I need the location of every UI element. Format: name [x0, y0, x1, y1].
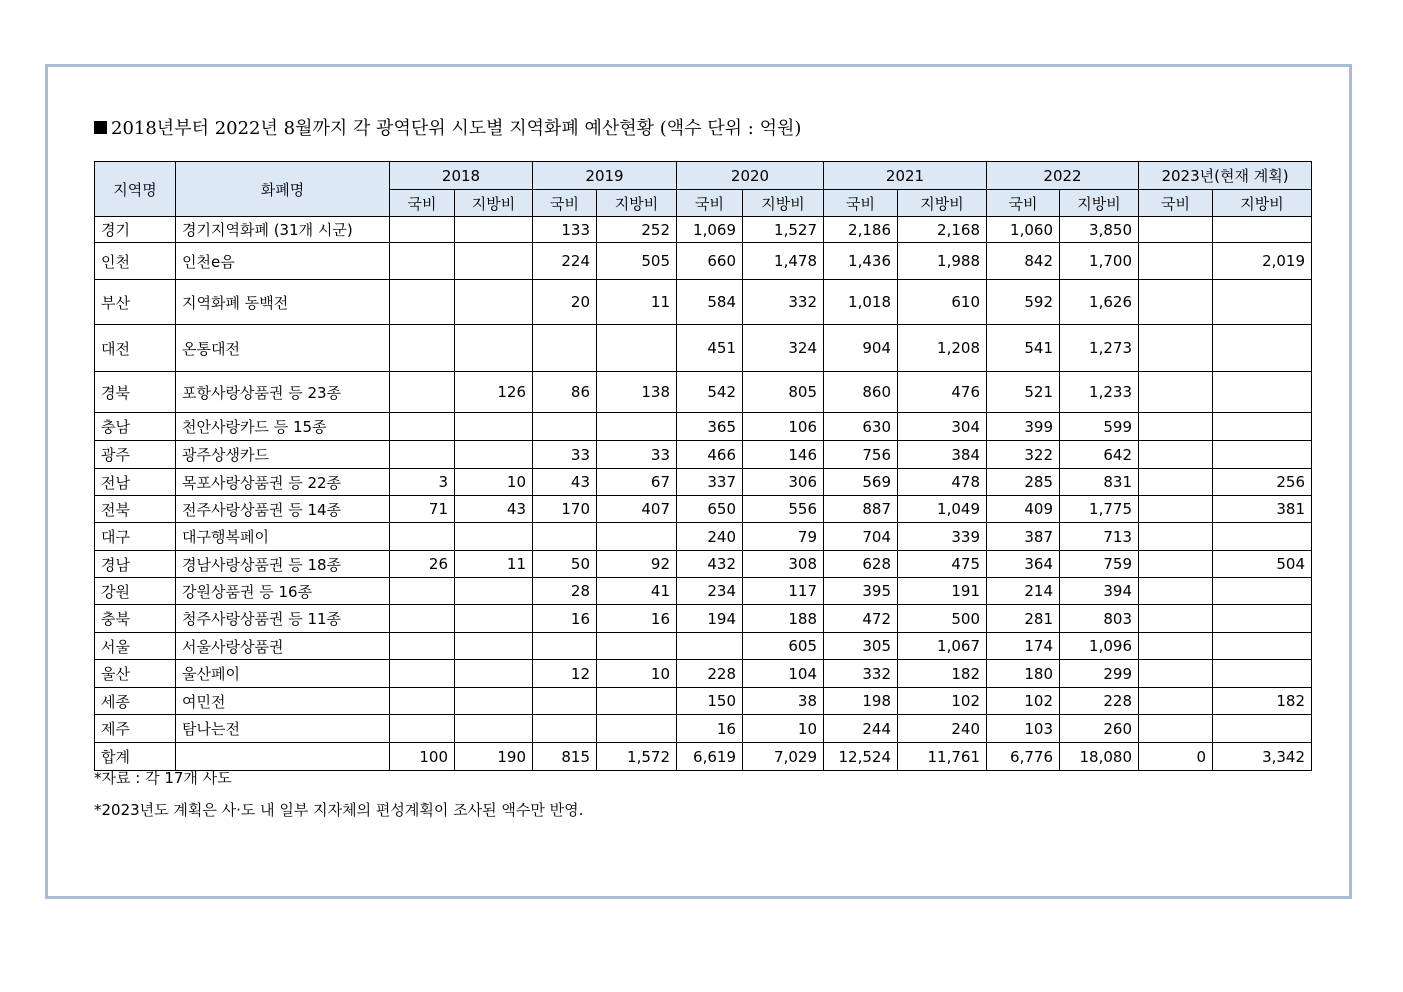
region-cell: 경기 — [95, 217, 176, 243]
value-cell: 11 — [597, 280, 677, 325]
value-cell — [390, 523, 455, 551]
value-cell — [597, 325, 677, 372]
value-cell: 33 — [533, 441, 597, 469]
value-cell: 650 — [677, 496, 743, 523]
value-cell: 365 — [677, 413, 743, 441]
table-row — [95, 325, 1312, 372]
region-cell: 합계 — [95, 743, 176, 771]
value-cell: 28 — [533, 578, 597, 605]
value-cell: 10 — [455, 469, 533, 496]
value-cell: 324 — [743, 325, 824, 372]
currency-cell: 전주사랑상품권 등 14종 — [176, 496, 390, 523]
value-cell: 7,029 — [743, 743, 824, 771]
title-text: 2018년부터 2022년 8월까지 각 광역단위 시도별 지역화폐 예산현황 (액수 단위 : 억원) — [111, 118, 802, 139]
value-cell: 660 — [677, 243, 743, 280]
value-cell — [1139, 551, 1213, 578]
value-cell: 308 — [743, 551, 824, 578]
value-cell: 2,168 — [898, 217, 987, 243]
value-cell: 12 — [533, 660, 597, 688]
value-cell — [1213, 578, 1312, 605]
value-cell — [390, 605, 455, 633]
value-cell: 11,761 — [898, 743, 987, 771]
value-cell — [1139, 633, 1213, 660]
header-local: 지방비 — [1213, 190, 1312, 217]
value-cell — [597, 688, 677, 715]
region-cell: 전남 — [95, 469, 176, 496]
value-cell: 0 — [1139, 743, 1213, 771]
currency-cell: 서울사랑상품권 — [176, 633, 390, 660]
table-row — [95, 243, 1312, 280]
table-row — [95, 441, 1312, 469]
value-cell: 117 — [743, 578, 824, 605]
table-row — [95, 660, 1312, 688]
currency-cell: 경기지역화폐 (31개 시군) — [176, 217, 390, 243]
currency-cell: 온통대전 — [176, 325, 390, 372]
table-row — [95, 688, 1312, 715]
value-cell: 92 — [597, 551, 677, 578]
value-cell — [1139, 715, 1213, 743]
value-cell: 542 — [677, 372, 743, 413]
header-currency: 화폐명 — [176, 162, 390, 217]
value-cell: 3 — [390, 469, 455, 496]
value-cell: 126 — [455, 372, 533, 413]
value-cell: 299 — [1060, 660, 1139, 688]
value-cell — [1139, 243, 1213, 280]
value-cell: 182 — [1213, 688, 1312, 715]
header-year-2021: 2021 — [824, 162, 987, 190]
value-cell — [533, 413, 597, 441]
value-cell: 16 — [677, 715, 743, 743]
value-cell: 1,069 — [677, 217, 743, 243]
value-cell: 3,850 — [1060, 217, 1139, 243]
header-local: 지방비 — [455, 190, 533, 217]
value-cell — [1139, 217, 1213, 243]
value-cell — [1139, 605, 1213, 633]
table-row — [95, 743, 1312, 771]
currency-cell: 여민전 — [176, 688, 390, 715]
value-cell: 1,572 — [597, 743, 677, 771]
currency-cell: 광주상생카드 — [176, 441, 390, 469]
value-cell: 713 — [1060, 523, 1139, 551]
value-cell — [455, 523, 533, 551]
table-row — [95, 578, 1312, 605]
value-cell: 803 — [1060, 605, 1139, 633]
value-cell: 605 — [743, 633, 824, 660]
currency-cell: 탐나는전 — [176, 715, 390, 743]
value-cell: 1,096 — [1060, 633, 1139, 660]
value-cell: 395 — [824, 578, 898, 605]
value-cell — [1213, 413, 1312, 441]
value-cell — [455, 715, 533, 743]
value-cell: 476 — [898, 372, 987, 413]
value-cell: 79 — [743, 523, 824, 551]
value-cell: 43 — [455, 496, 533, 523]
region-cell: 충남 — [95, 413, 176, 441]
value-cell: 322 — [987, 441, 1060, 469]
value-cell — [390, 578, 455, 605]
table-row — [95, 496, 1312, 523]
value-cell: 332 — [743, 280, 824, 325]
table-row — [95, 413, 1312, 441]
currency-cell: 경남사랑상품권 등 18종 — [176, 551, 390, 578]
value-cell: 234 — [677, 578, 743, 605]
value-cell: 475 — [898, 551, 987, 578]
currency-cell: 인천e음 — [176, 243, 390, 280]
value-cell: 831 — [1060, 469, 1139, 496]
value-cell: 472 — [824, 605, 898, 633]
value-cell: 842 — [987, 243, 1060, 280]
value-cell: 1,018 — [824, 280, 898, 325]
value-cell: 100 — [390, 743, 455, 771]
value-cell — [390, 660, 455, 688]
value-cell: 451 — [677, 325, 743, 372]
region-cell: 대전 — [95, 325, 176, 372]
value-cell: 194 — [677, 605, 743, 633]
region-cell: 인천 — [95, 243, 176, 280]
value-cell: 305 — [824, 633, 898, 660]
value-cell: 228 — [677, 660, 743, 688]
value-cell: 38 — [743, 688, 824, 715]
value-cell — [455, 605, 533, 633]
table-row — [95, 217, 1312, 243]
value-cell: 43 — [533, 469, 597, 496]
table-row — [95, 605, 1312, 633]
region-cell: 강원 — [95, 578, 176, 605]
value-cell — [597, 523, 677, 551]
value-cell — [1213, 280, 1312, 325]
value-cell: 138 — [597, 372, 677, 413]
value-cell — [390, 325, 455, 372]
value-cell: 384 — [898, 441, 987, 469]
header-national: 국비 — [824, 190, 898, 217]
value-cell: 10 — [597, 660, 677, 688]
value-cell: 592 — [987, 280, 1060, 325]
value-cell: 1,273 — [1060, 325, 1139, 372]
value-cell — [597, 413, 677, 441]
value-cell — [1139, 578, 1213, 605]
value-cell: 285 — [987, 469, 1060, 496]
value-cell — [455, 633, 533, 660]
value-cell — [597, 715, 677, 743]
value-cell: 1,060 — [987, 217, 1060, 243]
table-row — [95, 280, 1312, 325]
value-cell: 756 — [824, 441, 898, 469]
header-year-2019: 2019 — [533, 162, 677, 190]
value-cell: 20 — [533, 280, 597, 325]
value-cell — [390, 633, 455, 660]
value-cell — [455, 688, 533, 715]
header-local: 지방비 — [898, 190, 987, 217]
value-cell — [390, 715, 455, 743]
value-cell: 304 — [898, 413, 987, 441]
value-cell: 399 — [987, 413, 1060, 441]
value-cell: 12,524 — [824, 743, 898, 771]
value-cell: 381 — [1213, 496, 1312, 523]
value-cell: 174 — [987, 633, 1060, 660]
value-cell: 2,019 — [1213, 243, 1312, 280]
currency-cell: 강원상품권 등 16종 — [176, 578, 390, 605]
value-cell — [390, 413, 455, 441]
value-cell: 198 — [824, 688, 898, 715]
value-cell: 260 — [1060, 715, 1139, 743]
header-year-2018: 2018 — [390, 162, 533, 190]
header-local: 지방비 — [743, 190, 824, 217]
value-cell: 364 — [987, 551, 1060, 578]
value-cell: 887 — [824, 496, 898, 523]
value-cell — [455, 441, 533, 469]
value-cell — [1213, 325, 1312, 372]
value-cell: 146 — [743, 441, 824, 469]
value-cell: 11 — [455, 551, 533, 578]
value-cell: 704 — [824, 523, 898, 551]
value-cell: 41 — [597, 578, 677, 605]
value-cell: 102 — [987, 688, 1060, 715]
value-cell: 71 — [390, 496, 455, 523]
value-cell: 182 — [898, 660, 987, 688]
value-cell: 214 — [987, 578, 1060, 605]
value-cell: 815 — [533, 743, 597, 771]
header-row-years — [95, 162, 1312, 190]
value-cell: 1,527 — [743, 217, 824, 243]
value-cell: 26 — [390, 551, 455, 578]
value-cell — [455, 660, 533, 688]
value-cell — [533, 633, 597, 660]
region-cell: 부산 — [95, 280, 176, 325]
region-cell: 세종 — [95, 688, 176, 715]
currency-cell: 대구행복페이 — [176, 523, 390, 551]
region-cell: 경남 — [95, 551, 176, 578]
value-cell: 521 — [987, 372, 1060, 413]
value-cell: 642 — [1060, 441, 1139, 469]
value-cell: 569 — [824, 469, 898, 496]
header-region: 지역명 — [95, 162, 176, 217]
value-cell: 387 — [987, 523, 1060, 551]
value-cell: 224 — [533, 243, 597, 280]
value-cell: 466 — [677, 441, 743, 469]
square-bullet-icon — [94, 121, 107, 134]
value-cell — [455, 413, 533, 441]
value-cell — [533, 523, 597, 551]
value-cell — [390, 280, 455, 325]
value-cell: 1,988 — [898, 243, 987, 280]
value-cell: 16 — [597, 605, 677, 633]
header-national: 국비 — [987, 190, 1060, 217]
region-cell: 대구 — [95, 523, 176, 551]
region-cell: 충북 — [95, 605, 176, 633]
value-cell: 556 — [743, 496, 824, 523]
value-cell: 150 — [677, 688, 743, 715]
value-cell: 1,208 — [898, 325, 987, 372]
value-cell: 252 — [597, 217, 677, 243]
value-cell: 500 — [898, 605, 987, 633]
value-cell: 1,049 — [898, 496, 987, 523]
value-cell — [1139, 441, 1213, 469]
table-row — [95, 469, 1312, 496]
header-year-2023-plan: 2023년(현재 계획) — [1139, 162, 1312, 190]
value-cell — [390, 243, 455, 280]
header-local: 지방비 — [1060, 190, 1139, 217]
value-cell: 1,626 — [1060, 280, 1139, 325]
value-cell — [1139, 413, 1213, 441]
value-cell: 256 — [1213, 469, 1312, 496]
value-cell: 505 — [597, 243, 677, 280]
value-cell: 104 — [743, 660, 824, 688]
value-cell — [597, 633, 677, 660]
budget-table — [94, 161, 1312, 771]
table-row — [95, 633, 1312, 660]
table-row — [95, 551, 1312, 578]
value-cell: 1,436 — [824, 243, 898, 280]
value-cell: 904 — [824, 325, 898, 372]
value-cell: 584 — [677, 280, 743, 325]
value-cell: 16 — [533, 605, 597, 633]
value-cell: 86 — [533, 372, 597, 413]
region-cell: 전북 — [95, 496, 176, 523]
value-cell: 106 — [743, 413, 824, 441]
table-row — [95, 523, 1312, 551]
value-cell — [1139, 523, 1213, 551]
value-cell: 432 — [677, 551, 743, 578]
header-year-2022: 2022 — [987, 162, 1139, 190]
value-cell: 281 — [987, 605, 1060, 633]
header-national: 국비 — [533, 190, 597, 217]
value-cell: 630 — [824, 413, 898, 441]
value-cell: 504 — [1213, 551, 1312, 578]
value-cell — [1213, 605, 1312, 633]
region-cell: 서울 — [95, 633, 176, 660]
header-year-2020: 2020 — [677, 162, 824, 190]
value-cell: 628 — [824, 551, 898, 578]
value-cell: 599 — [1060, 413, 1139, 441]
value-cell: 188 — [743, 605, 824, 633]
value-cell — [1213, 217, 1312, 243]
value-cell: 18,080 — [1060, 743, 1139, 771]
value-cell: 1,067 — [898, 633, 987, 660]
value-cell — [390, 441, 455, 469]
document-title — [94, 114, 801, 140]
region-cell: 제주 — [95, 715, 176, 743]
header-national: 국비 — [1139, 190, 1213, 217]
value-cell: 1,233 — [1060, 372, 1139, 413]
value-cell — [455, 578, 533, 605]
value-cell: 33 — [597, 441, 677, 469]
value-cell: 478 — [898, 469, 987, 496]
value-cell: 1,775 — [1060, 496, 1139, 523]
region-cell: 울산 — [95, 660, 176, 688]
value-cell: 541 — [987, 325, 1060, 372]
table-row — [95, 372, 1312, 413]
value-cell: 50 — [533, 551, 597, 578]
value-cell — [455, 280, 533, 325]
value-cell — [1213, 523, 1312, 551]
region-cell: 경북 — [95, 372, 176, 413]
value-cell — [1139, 660, 1213, 688]
value-cell — [1139, 280, 1213, 325]
value-cell: 180 — [987, 660, 1060, 688]
value-cell: 190 — [455, 743, 533, 771]
value-cell — [1139, 325, 1213, 372]
value-cell: 228 — [1060, 688, 1139, 715]
value-cell — [455, 243, 533, 280]
value-cell — [390, 372, 455, 413]
source-note: *자료 : 각 17개 사도 — [94, 769, 232, 787]
value-cell: 67 — [597, 469, 677, 496]
value-cell — [1139, 372, 1213, 413]
value-cell — [533, 688, 597, 715]
value-cell: 2,186 — [824, 217, 898, 243]
value-cell: 1,478 — [743, 243, 824, 280]
value-cell — [677, 633, 743, 660]
value-cell: 103 — [987, 715, 1060, 743]
value-cell: 409 — [987, 496, 1060, 523]
value-cell — [390, 217, 455, 243]
value-cell: 191 — [898, 578, 987, 605]
value-cell: 1,700 — [1060, 243, 1139, 280]
table-row — [95, 715, 1312, 743]
value-cell: 6,619 — [677, 743, 743, 771]
currency-cell: 천안사랑카드 등 15종 — [176, 413, 390, 441]
currency-cell: 목포사랑상품권 등 22종 — [176, 469, 390, 496]
value-cell: 170 — [533, 496, 597, 523]
value-cell — [1139, 688, 1213, 715]
value-cell: 133 — [533, 217, 597, 243]
currency-cell: 지역화폐 동백전 — [176, 280, 390, 325]
value-cell: 240 — [677, 523, 743, 551]
value-cell: 860 — [824, 372, 898, 413]
value-cell — [1213, 660, 1312, 688]
value-cell: 339 — [898, 523, 987, 551]
currency-cell: 울산페이 — [176, 660, 390, 688]
value-cell: 102 — [898, 688, 987, 715]
plan-note: *2023년도 계획은 사·도 내 일부 지자체의 편성계획이 조사된 액수만 반영. — [94, 801, 584, 819]
value-cell — [1139, 496, 1213, 523]
value-cell: 394 — [1060, 578, 1139, 605]
value-cell: 407 — [597, 496, 677, 523]
value-cell — [1139, 469, 1213, 496]
value-cell: 240 — [898, 715, 987, 743]
value-cell: 6,776 — [987, 743, 1060, 771]
region-cell: 광주 — [95, 441, 176, 469]
value-cell — [455, 217, 533, 243]
value-cell: 610 — [898, 280, 987, 325]
value-cell — [390, 688, 455, 715]
header-national: 국비 — [390, 190, 455, 217]
value-cell: 332 — [824, 660, 898, 688]
value-cell — [1213, 715, 1312, 743]
value-cell: 244 — [824, 715, 898, 743]
value-cell — [1213, 441, 1312, 469]
value-cell — [533, 325, 597, 372]
value-cell: 337 — [677, 469, 743, 496]
value-cell: 3,342 — [1213, 743, 1312, 771]
currency-cell: 포항사랑상품권 등 23종 — [176, 372, 390, 413]
value-cell — [455, 325, 533, 372]
value-cell: 10 — [743, 715, 824, 743]
value-cell: 306 — [743, 469, 824, 496]
value-cell: 759 — [1060, 551, 1139, 578]
value-cell — [1213, 633, 1312, 660]
header-national: 국비 — [677, 190, 743, 217]
header-local: 지방비 — [597, 190, 677, 217]
value-cell — [533, 715, 597, 743]
table-body — [95, 217, 1312, 771]
value-cell — [1213, 372, 1312, 413]
currency-cell: 청주사랑상품권 등 11종 — [176, 605, 390, 633]
value-cell: 805 — [743, 372, 824, 413]
